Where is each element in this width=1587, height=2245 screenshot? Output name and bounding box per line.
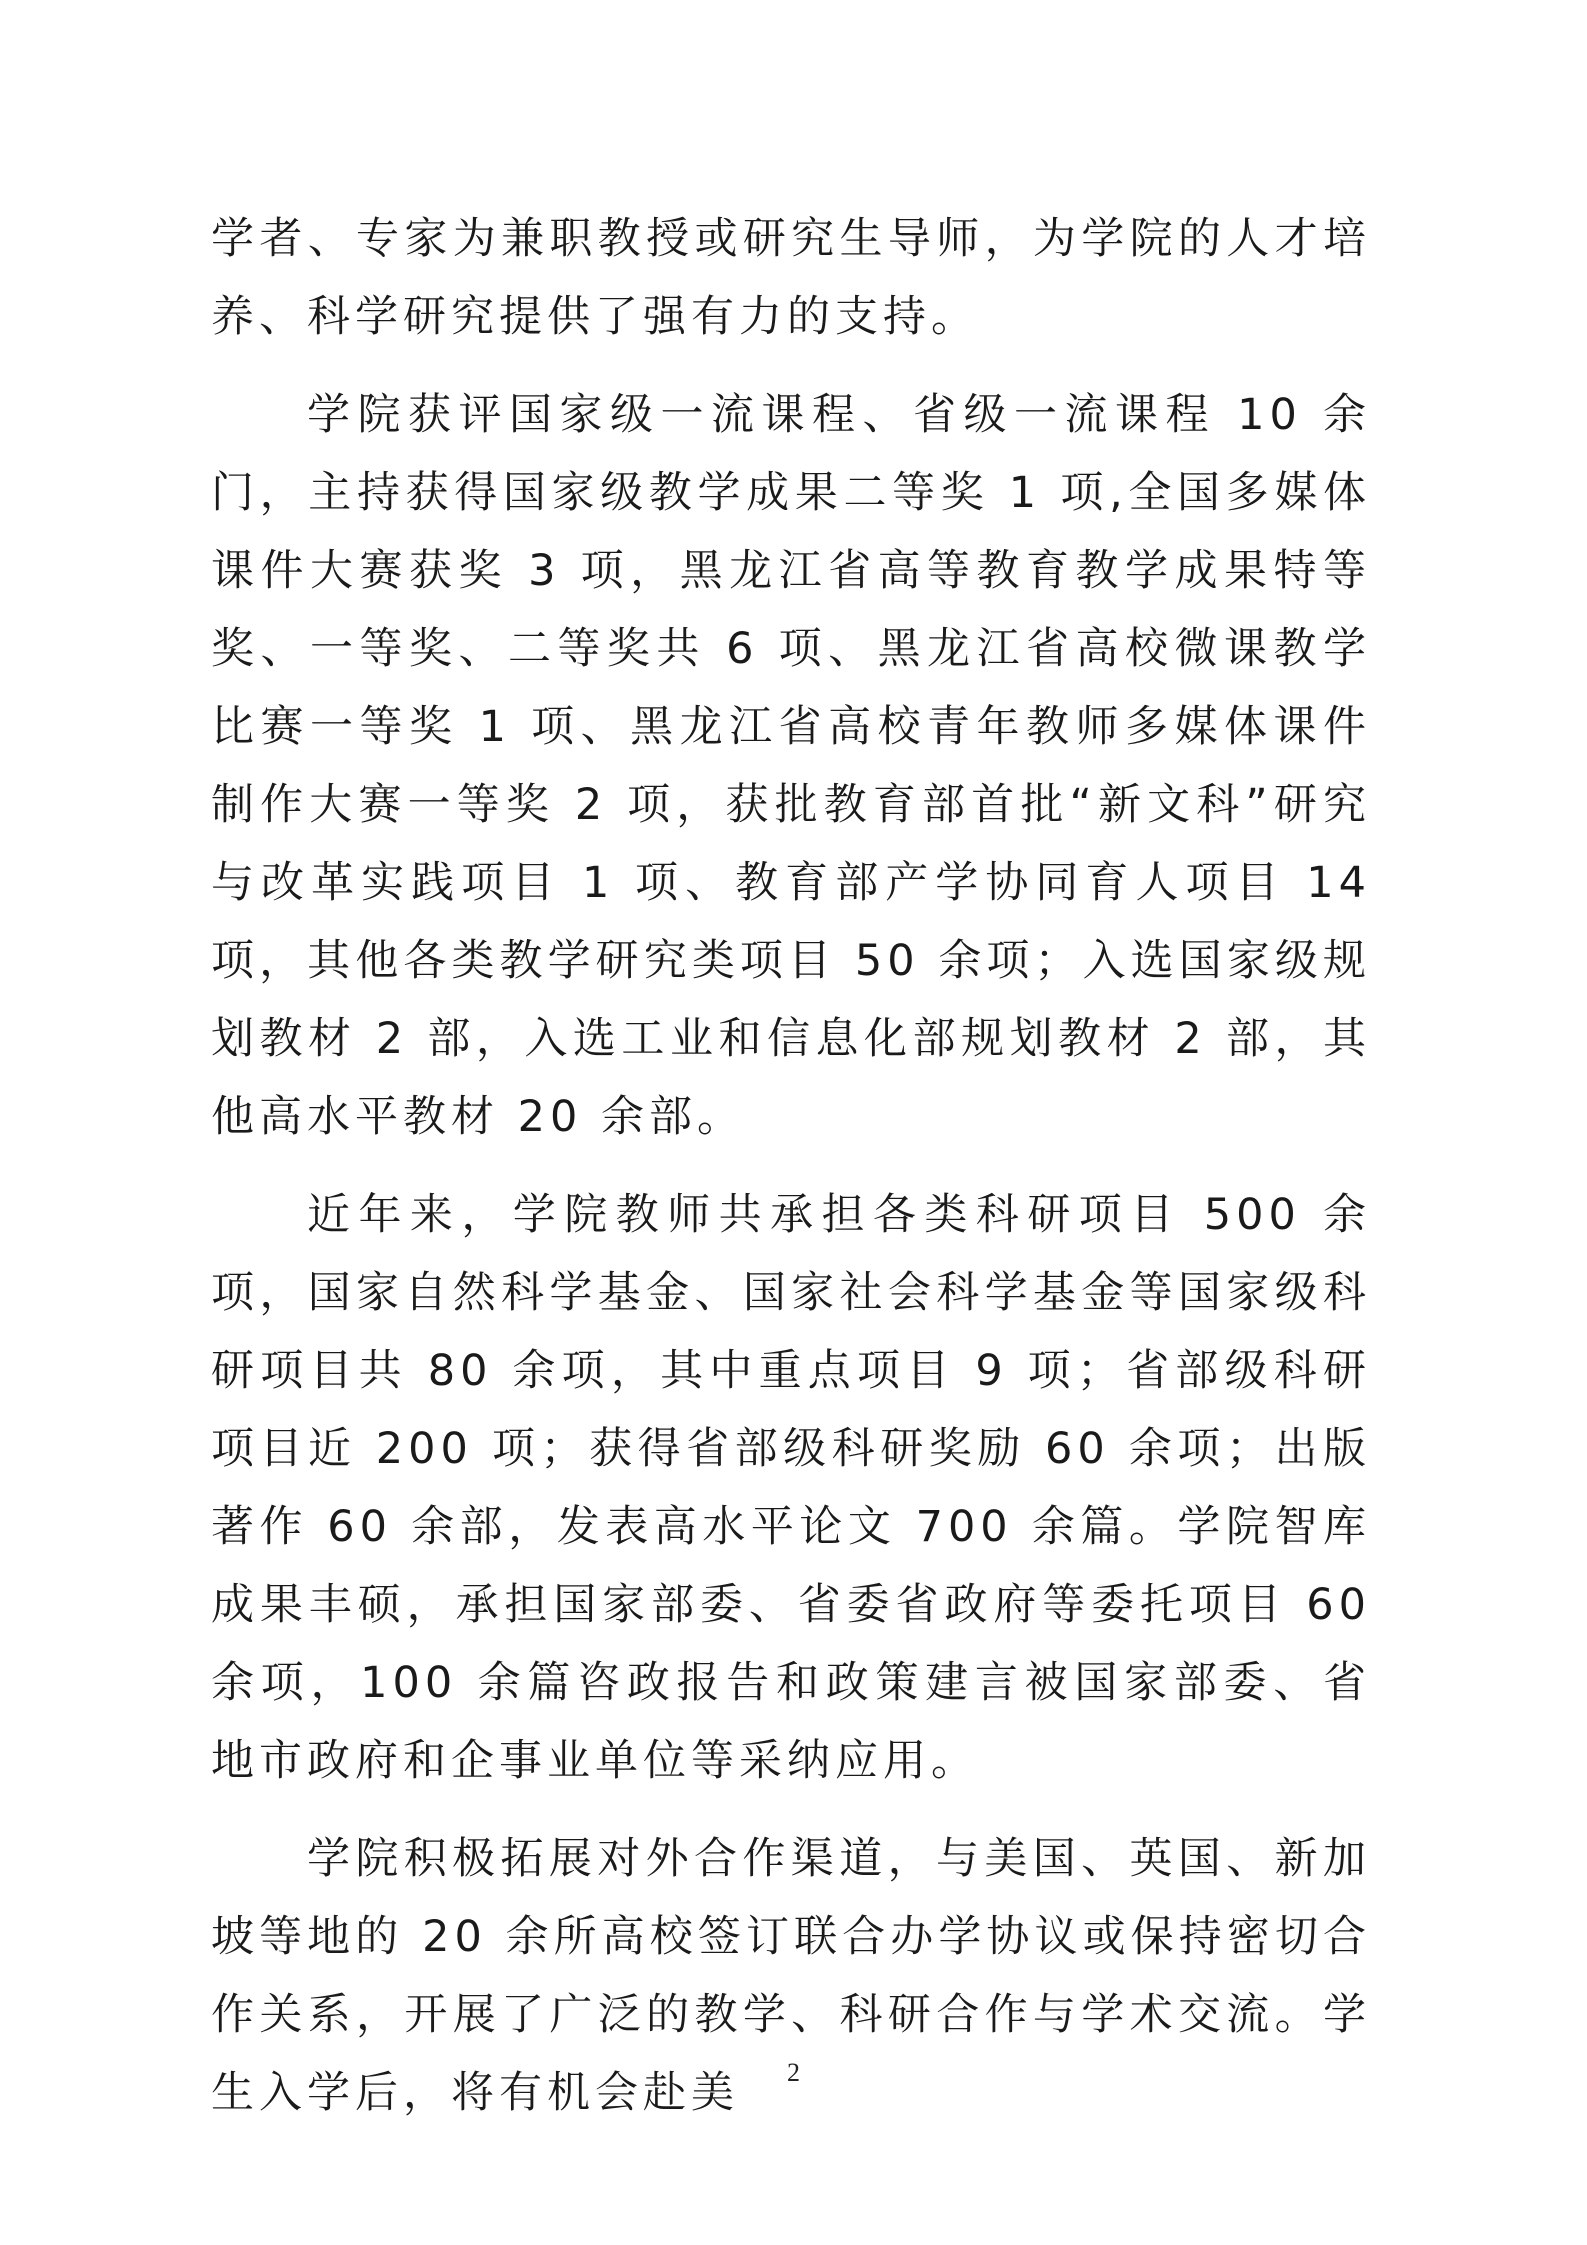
paragraph-teaching-achievements: 学院获评国家级一流课程、省级一流课程 10 余门，主持获得国家级教学成果二等奖 1 项,全国多媒体课件大赛获奖 3 项，黑龙江省高等教育教学成果特等奖、一等奖、二等奖共 6 项、黑龙江省高校微课教学比赛一等奖 1 项、黑龙江省高校青年教师多媒体课件制作大赛一等奖 2 项，获批教育部首批“新文科”研究与改革实践项目 1 项、教育部产学协同育人项目 14 项，其他各类教学研究类项目 50 余项；入选国家级规划教材 2 部，入选工业和信息化部规划教材 2 部，其他高水平教材 20 余部。 <box>211 390 1371 1142</box>
paragraph-international-cooperation: 学院积极拓展对外合作渠道，与美国、英国、新加坡等地的 20 余所高校签订联合办学协议或保持密切合作关系，开展了广泛的教学、科研合作与学术交流。学生入学后，将有机会赴美 <box>211 1834 1371 2118</box>
paragraph-research-achievements: 近年来，学院教师共承担各类科研项目 500 余项，国家自然科学基金、国家社会科学基金等国家级科研项目共 80 余项，其中重点项目 9 项；省部级科研项目近 200 项；获得省部级科研奖励 60 余项；出版著作 60 余部，发表高水平论文 700 余篇。学院智库成果丰硕，承担国家部委、省委省政府等委托项目 60 余项，100 余篇咨政报告和政策建言被国家部委、省地市政府和企事业单位等采纳应用。 <box>211 1190 1371 1786</box>
paragraph-continuation: 学者、专家为兼职教授或研究生导师，为学院的人才培养、科学研究提供了强有力的支持。 <box>211 214 1371 342</box>
page-number: 2 <box>787 2058 800 2087</box>
body-text <box>211 200 1371 2152</box>
